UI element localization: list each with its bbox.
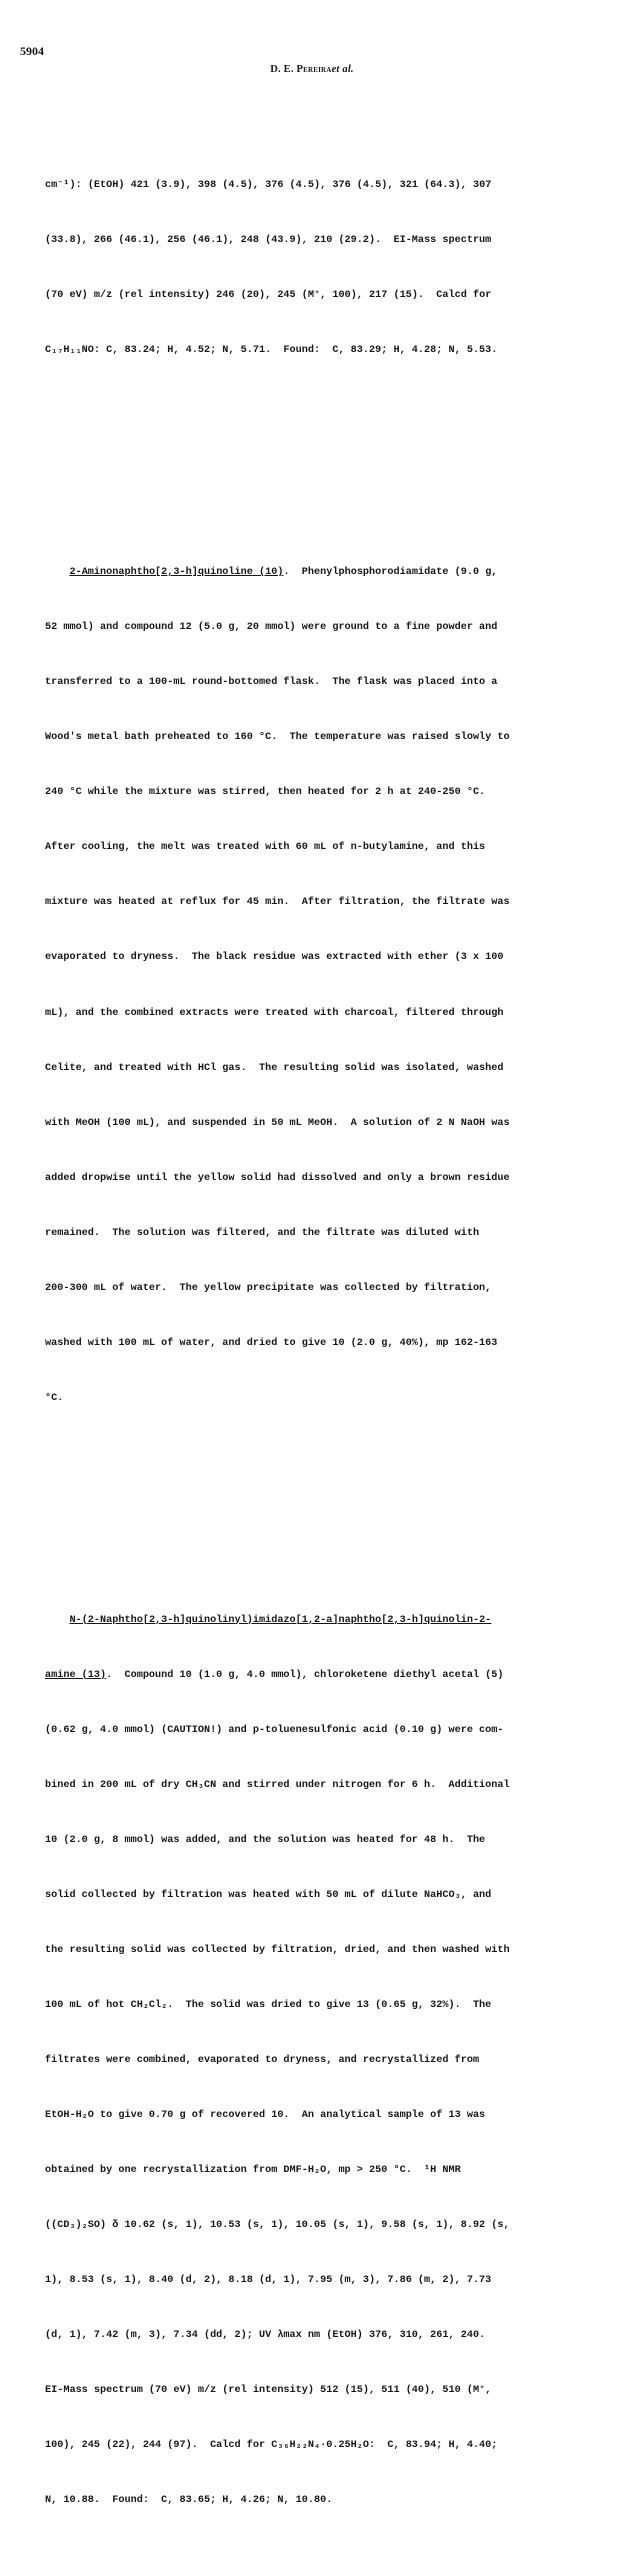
text-line: cm⁻¹): (EtOH) 421 (3.9), 398 (4.5), 376 (4.5), 376 (4.5), 321 (64.3), 307 bbox=[45, 180, 492, 192]
text-line: filtrates were combined, evaporated to dryness, and recrystallized from bbox=[45, 2054, 480, 2066]
page-number: 5904 bbox=[20, 44, 44, 58]
text-line bbox=[45, 564, 593, 582]
text-line: After cooling, the melt was treated with 60 mL of n-butylamine, and this bbox=[45, 842, 486, 854]
text-line: 100 mL of hot CH₂Cl₂. The solid was dried to give 13 (0.65 g, 32%). The bbox=[45, 1999, 492, 2011]
compound-13-heading: N-(2-Naphtho[2,3-h]quinolinyl)imidazo[1,2-a]naphtho[2,3-h]quinolin-2- bbox=[69, 1614, 492, 1626]
author-name: Pereira bbox=[296, 64, 332, 75]
text-line bbox=[45, 1612, 593, 1630]
text-line: the resulting solid was collected by filtration, dried, and then washed with bbox=[45, 1944, 510, 1956]
text-line-rest: . Phenylphosphorodiamidate (9.0 g, bbox=[283, 567, 498, 579]
text-line: Wood's metal bath preheated to 160 °C. The temperature was raised slowly to bbox=[45, 732, 510, 744]
text-line: (70 eV) m/z (rel intensity) 246 (20), 245 (M⁺, 100), 217 (15). Calcd for bbox=[45, 290, 492, 302]
text-line: obtained by one recrystallization from DMF-H₂O, mp > 250 °C. ¹H NMR bbox=[45, 2164, 461, 2176]
text-line: 200-300 mL of water. The yellow precipitate was collected by filtration, bbox=[45, 1282, 492, 1294]
et-al: et al. bbox=[331, 64, 354, 75]
text-line bbox=[45, 1667, 593, 1685]
text-line: 10 (2.0 g, 8 mmol) was added, and the solution was heated for 48 h. The bbox=[45, 1834, 486, 1846]
text-line: with MeOH (100 mL), and suspended in 50 mL MeOH. A solution of 2 N NaOH was bbox=[45, 1117, 510, 1129]
text-line: mL), and the combined extracts were treated with charcoal, filtered through bbox=[45, 1007, 504, 1019]
text-line: bined in 200 mL of dry CH₃CN and stirred under nitrogen for 6 h. Additional bbox=[45, 1779, 510, 1791]
text-line: 240 °C while the mixture was stirred, then heated for 2 h at 240-250 °C. bbox=[45, 787, 486, 799]
paragraph-spectral-data bbox=[45, 141, 593, 398]
text-line: solid collected by filtration was heated with 50 mL of dilute NaHCO₃, and bbox=[45, 1889, 492, 1901]
text-line: (0.62 g, 4.0 mmol) (CAUTION!) and p-toluenesulfonic acid (0.10 g) were com- bbox=[45, 1724, 504, 1736]
article-body bbox=[45, 104, 593, 2565]
text-line: ((CD₃)₂SO) δ 10.62 (s, 1), 10.53 (s, 1), 10.05 (s, 1), 9.58 (s, 1), 8.92 (s, bbox=[45, 2219, 510, 2231]
text-line: remained. The solution was filtered, and the filtrate was diluted with bbox=[45, 1227, 480, 1239]
text-line: transferred to a 100-mL round-bottomed flask. The flask was placed into a bbox=[45, 677, 498, 689]
text-line: (33.8), 266 (46.1), 256 (46.1), 248 (43.9), 210 (29.2). EI-Mass spectrum bbox=[45, 235, 492, 247]
text-line: 100), 245 (22), 244 (97). Calcd for C₃₆H₂₂N₄·0.25H₂O: C, 83.94; H, 4.40; bbox=[45, 2439, 498, 2451]
text-line: (d, 1), 7.42 (m, 3), 7.34 (dd, 2); UV λmax nm (EtOH) 376, 310, 261, 240. bbox=[45, 2329, 486, 2341]
text-line: Celite, and treated with HCl gas. The resulting solid was isolated, washed bbox=[45, 1062, 504, 1074]
paragraph-compound-10 bbox=[45, 528, 593, 1445]
compound-13-heading-cont: amine (13) bbox=[45, 1669, 107, 1681]
text-line: C₁₇H₁₁NO: C, 83.24; H, 4.52; N, 5.71. Found: C, 83.29; H, 4.28; N, 5.53. bbox=[45, 345, 498, 357]
text-line: °C. bbox=[45, 1392, 64, 1404]
text-line: 1), 8.53 (s, 1), 8.40 (d, 2), 8.18 (d, 1), 7.95 (m, 3), 7.86 (m, 2), 7.73 bbox=[45, 2274, 492, 2286]
text-line: added dropwise until the yellow solid had dissolved and only a brown residue bbox=[45, 1172, 510, 1184]
text-line: 52 mmol) and compound 12 (5.0 g, 20 mmol) were ground to a fine powder and bbox=[45, 622, 498, 634]
text-line-rest: . Compound 10 (1.0 g, 4.0 mmol), chloroketene diethyl acetal (5) bbox=[106, 1669, 504, 1681]
text-line: mixture was heated at reflux for 45 min. After filtration, the filtrate was bbox=[45, 897, 510, 909]
running-head bbox=[0, 64, 624, 75]
text-line: EtOH-H₂O to give 0.70 g of recovered 10. An analytical sample of 13 was bbox=[45, 2109, 486, 2121]
text-line: N, 10.88. Found: C, 83.65; H, 4.26; N, 10.80. bbox=[45, 2495, 333, 2506]
text-line: washed with 100 mL of water, and dried to give 10 (2.0 g, 40%), mp 162-163 bbox=[45, 1337, 498, 1349]
author-initials: D. E. bbox=[270, 64, 294, 75]
text-line: EI-Mass spectrum (70 eV) m/z (rel intensity) 512 (15), 511 (40), 510 (M⁺, bbox=[45, 2384, 492, 2396]
compound-10-heading: 2-Aminonaphtho[2,3-h]quinoline (10) bbox=[69, 567, 284, 579]
paragraph-compound-13 bbox=[45, 1575, 593, 2547]
text-line: evaporated to dryness. The black residue was extracted with ether (3 x 100 bbox=[45, 952, 504, 964]
